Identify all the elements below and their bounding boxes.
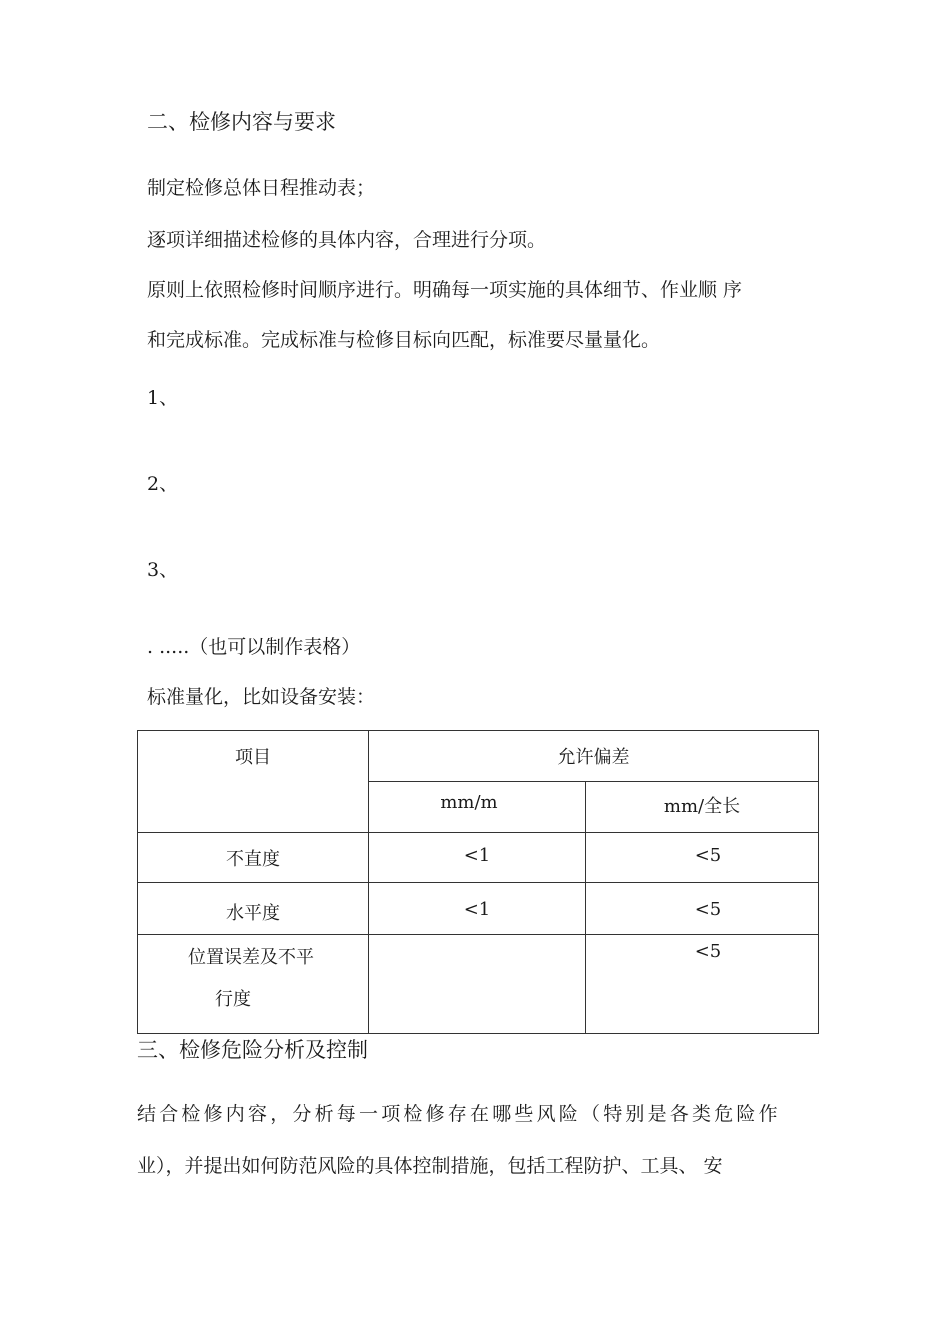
row-total: <5 — [694, 899, 722, 920]
row-item: 不直度 — [226, 849, 280, 870]
paragraph-schedule: 制定检修总体日程推动表； — [147, 177, 376, 199]
row-per-m: <1 — [463, 899, 491, 920]
table-row — [138, 833, 819, 883]
header-tolerance-label: 允许偏差 — [557, 747, 630, 768]
header-item-cell — [138, 731, 369, 833]
header-tolerance-cell — [369, 731, 819, 782]
ellipsis-note: . .....（也可以制作表格） — [147, 636, 361, 658]
row-total: <5 — [694, 845, 722, 866]
table-row — [138, 883, 819, 935]
section3-line2: 业），并提出如何防范风险的具体控制措施，包括工程防护、工具、 安 — [137, 1155, 723, 1177]
paragraph-item-detail: 逐项详细描述检修的具体内容，合理进行分项。 — [147, 229, 547, 251]
list-item-2: 2、 — [147, 473, 179, 495]
subheader-mm-per-m-cell — [369, 782, 586, 833]
row-total: <5 — [694, 941, 722, 962]
subheader-mm-total-cell — [586, 782, 819, 833]
list-item-1: 1、 — [147, 387, 179, 409]
paragraph-principle-line2: 和完成标准。完成标准与检修目标向匹配，标准要尽量量化。 — [147, 329, 661, 351]
subheader-mm-per-m: mm/m — [440, 792, 498, 813]
list-item-3: 3、 — [147, 559, 179, 581]
section3-line1: 结合检修内容，分析每一项检修存在哪些风险（特别是各类危险作 — [137, 1103, 781, 1125]
section2-heading: 二、检修内容与要求 — [147, 110, 336, 134]
header-item-label: 项目 — [235, 747, 271, 768]
paragraph-principle-line1: 原则上依照检修时间顺序进行。明确每一项实施的具体细节、作业顺 序 — [147, 279, 743, 301]
row-item: 水平度 — [226, 903, 280, 924]
table-row — [138, 935, 819, 1034]
subheader-mm-total: mm/全长 — [663, 796, 741, 817]
row-item-line1: 位置误差及不平 — [188, 947, 314, 968]
example-intro: 标准量化，比如设备安装： — [147, 686, 376, 708]
tolerance-table — [137, 730, 819, 1034]
section3-heading: 三、检修危险分析及控制 — [137, 1038, 368, 1062]
row-per-m: <1 — [463, 845, 491, 866]
row-item-line2: 行度 — [215, 989, 251, 1010]
